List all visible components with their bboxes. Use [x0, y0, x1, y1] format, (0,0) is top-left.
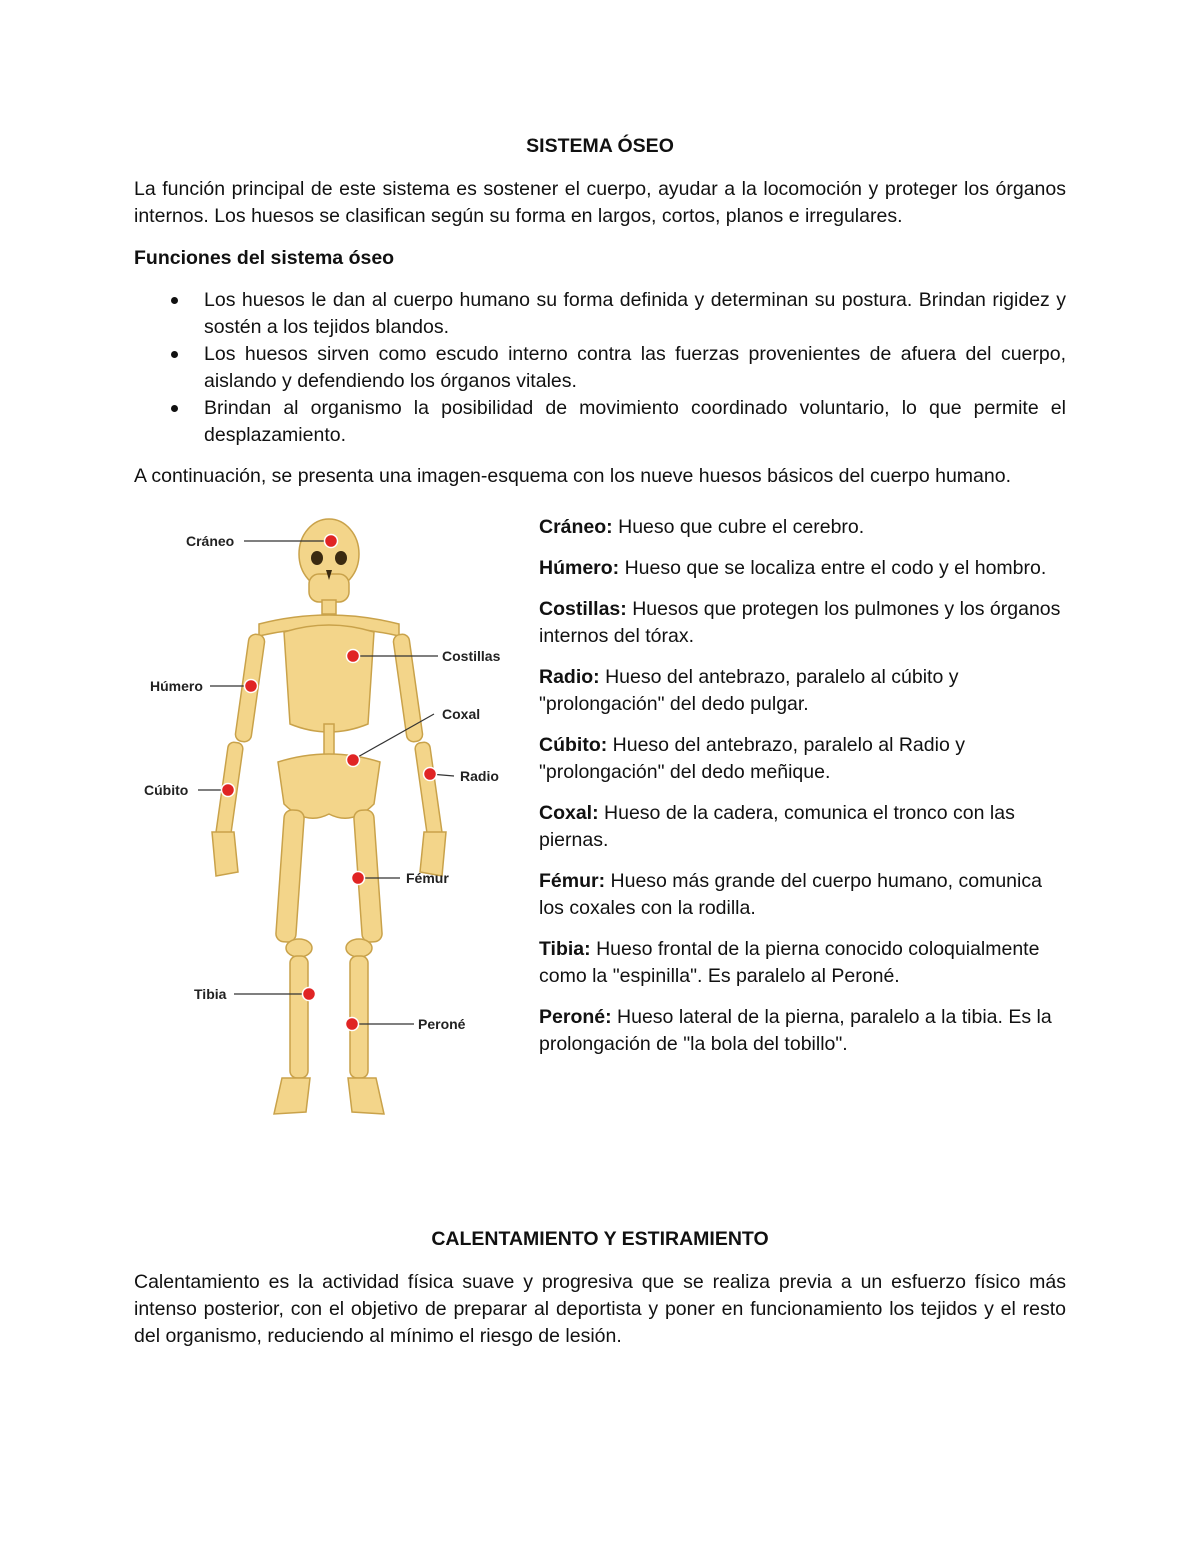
- definition-item: [539, 664, 1069, 718]
- image-intro-paragraph: A continuación, se presenta una imagen-esquema con los nueve huesos básicos del cuerpo humano.: [134, 465, 1011, 487]
- list-item: [134, 395, 1066, 449]
- definition-item: [539, 800, 1069, 854]
- section-title-calentamiento: CALENTAMIENTO Y ESTIRAMIENTO: [431, 1228, 769, 1250]
- definition-text: Hueso que se localiza entre el codo y el hombro.: [624, 557, 1047, 579]
- marker-perone: [346, 1018, 359, 1031]
- definition-text: Huesos que protegen los pulmones y los órganos internos del tórax.: [539, 598, 1061, 647]
- marker-tibia: [303, 988, 316, 1001]
- document-page: [134, 133, 1066, 1350]
- marker-humero: [245, 680, 258, 693]
- list-item: [134, 341, 1066, 395]
- list-item-text: Los huesos le dan al cuerpo humano su forma definida y determinan su postura. Brindan rigidez y sostén a los tejidos blandos.: [204, 289, 1066, 338]
- marker-costillas: [347, 650, 360, 663]
- label-femur: Fémur: [406, 870, 449, 886]
- definition-item: [539, 868, 1069, 922]
- definition-term: Fémur:: [539, 870, 606, 892]
- label-radio: Radio: [460, 768, 499, 784]
- definition-term: Húmero:: [539, 557, 620, 579]
- list-item-text: Los huesos sirven como escudo interno contra las fuerzas provenientes de afuera del cuerpo, aislando y defendiendo los órganos vitales.: [204, 343, 1066, 392]
- skeleton-illustration: [212, 519, 446, 1114]
- definition-item: [539, 514, 1069, 541]
- marker-cubito: [222, 784, 235, 797]
- bullet-icon: [171, 351, 178, 358]
- functions-heading: Funciones del sistema óseo: [134, 247, 395, 269]
- definition-item: [539, 732, 1069, 786]
- calentamiento-paragraph: Calentamiento es la actividad física suave y progresiva que se realiza previa a un esfuerzo físico más intenso posterior, con el objetivo de preparar al deportista y poner en funcionamiento los tejidos y el resto del organismo, reduciendo al mínimo el riesgo de lesión.: [134, 1271, 1066, 1347]
- marker-coxal: [347, 754, 360, 767]
- marker-radio: [424, 768, 437, 781]
- definition-item: [539, 1004, 1069, 1058]
- figure-row: [134, 514, 1066, 1154]
- intro-paragraph: La función principal de este sistema es sostener el cuerpo, ayudar a la locomoción y proteger los órganos internos. Los huesos se clasifican según su forma en largos, cortos, planos e irregulares.: [134, 178, 1066, 227]
- label-craneo: Cráneo: [186, 533, 235, 549]
- definition-term: Costillas:: [539, 598, 627, 620]
- bullet-icon: [171, 297, 178, 304]
- definition-text: Hueso del antebrazo, paralelo al Radio y "prolongación" del dedo meñique.: [539, 734, 965, 783]
- definition-item: [539, 936, 1069, 990]
- definition-term: Cráneo:: [539, 516, 613, 538]
- definition-term: Tibia:: [539, 938, 591, 960]
- marker-craneo: [325, 535, 338, 548]
- definition-text: Hueso de la cadera, comunica el tronco con las piernas.: [539, 802, 1015, 851]
- list-item-text: Brindan al organismo la posibilidad de movimiento coordinado voluntario, lo que permite el desplazamiento.: [204, 397, 1066, 446]
- label-tibia: Tibia: [194, 986, 227, 1002]
- label-perone: Peroné: [418, 1016, 466, 1032]
- label-coxal: Coxal: [442, 706, 481, 722]
- definition-text: Hueso más grande del cuerpo humano, comunica los coxales con la rodilla.: [539, 870, 1042, 919]
- label-costillas: Costillas: [442, 648, 501, 664]
- list-item: [134, 287, 1066, 341]
- bone-definitions: [539, 514, 1069, 1072]
- definition-text: Hueso frontal de la pierna conocido coloquialmente como la "espinilla". Es paralelo al Peroné.: [539, 938, 1040, 987]
- definition-term: Coxal:: [539, 802, 599, 824]
- definition-item: [539, 555, 1069, 582]
- label-cubito: Cúbito: [144, 782, 189, 798]
- definition-text: Hueso del antebrazo, paralelo al cúbito y "prolongación" del dedo pulgar.: [539, 666, 959, 715]
- skeleton-diagram: [134, 514, 524, 1144]
- label-humero: Húmero: [150, 678, 203, 694]
- definition-term: Cúbito:: [539, 734, 608, 756]
- definition-item: [539, 596, 1069, 650]
- definition-term: Radio:: [539, 666, 600, 688]
- definition-text: Hueso que cubre el cerebro.: [618, 516, 865, 538]
- definition-term: Peroné:: [539, 1006, 612, 1028]
- bullet-icon: [171, 405, 178, 412]
- page-title: SISTEMA ÓSEO: [526, 135, 674, 157]
- definition-text: Hueso lateral de la pierna, paralelo a la tibia. Es la prolongación de "la bola del tobillo".: [539, 1006, 1052, 1055]
- marker-femur: [352, 872, 365, 885]
- functions-list: [134, 287, 1066, 449]
